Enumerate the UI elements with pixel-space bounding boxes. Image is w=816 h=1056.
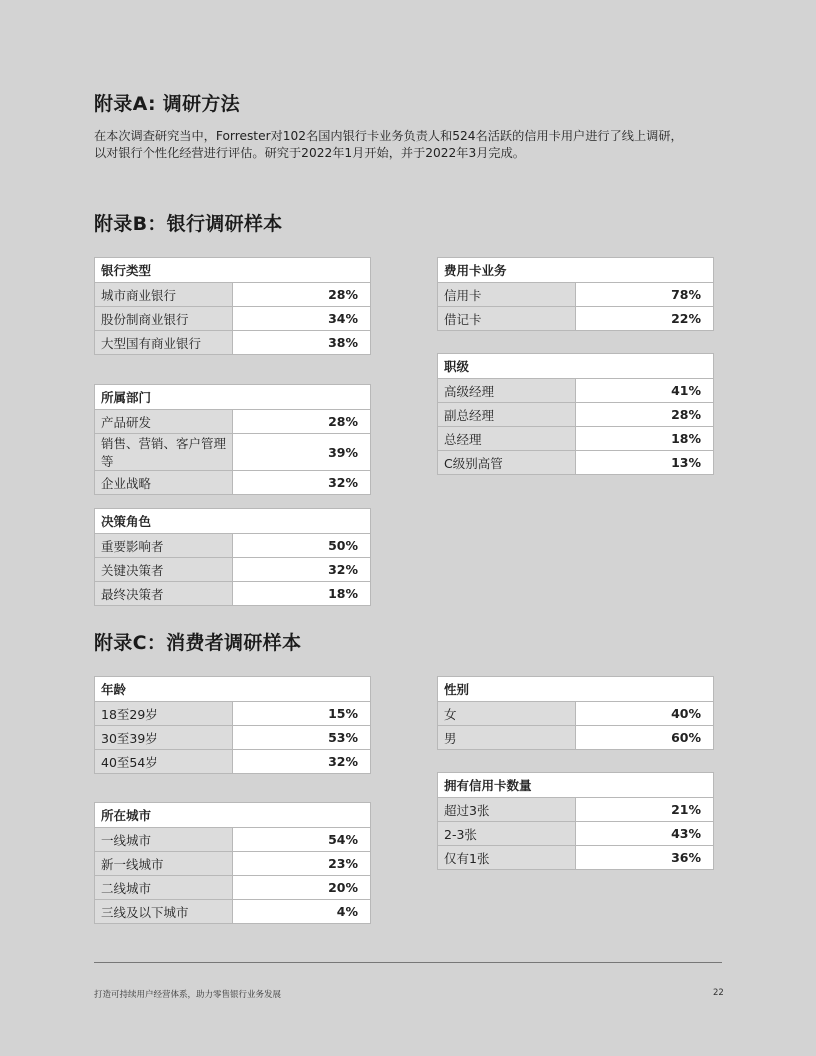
card-business-table [437, 257, 714, 331]
table-row [95, 876, 371, 900]
row-label: 信用卡 [438, 283, 576, 307]
row-value: 34% [233, 307, 371, 331]
bank-type-table [94, 257, 371, 355]
table-row [438, 822, 714, 846]
row-label: 高级经理 [438, 379, 576, 403]
table-row [438, 307, 714, 331]
row-value: 4% [233, 900, 371, 924]
row-value: 13% [576, 451, 714, 475]
row-label: 总经理 [438, 427, 576, 451]
appendix-a-title: 附录A: 调研方法 [94, 93, 240, 115]
page-number: 22 [713, 988, 724, 998]
table-row [95, 702, 371, 726]
row-label: 女 [438, 702, 576, 726]
row-value: 54% [233, 828, 371, 852]
department-table [94, 384, 371, 495]
row-label: 城市商业银行 [95, 283, 233, 307]
table-row [438, 726, 714, 750]
row-label: C级别高管 [438, 451, 576, 475]
row-value: 18% [576, 427, 714, 451]
row-label: 借记卡 [438, 307, 576, 331]
row-label: 重要影响者 [95, 534, 233, 558]
row-label: 18至29岁 [95, 702, 233, 726]
table-header: 年龄 [95, 677, 371, 702]
row-value: 32% [233, 558, 371, 582]
city-table [94, 802, 371, 924]
table-row [95, 283, 371, 307]
table-header: 拥有信用卡数量 [438, 773, 714, 798]
row-label: 二线城市 [95, 876, 233, 900]
table-row [95, 558, 371, 582]
row-value: 28% [233, 283, 371, 307]
row-value: 28% [233, 410, 371, 434]
table-row [95, 582, 371, 606]
footer-divider [94, 962, 722, 963]
table-row [95, 471, 371, 495]
age-table [94, 676, 371, 774]
row-value: 15% [233, 702, 371, 726]
row-value: 50% [233, 534, 371, 558]
row-value: 53% [233, 726, 371, 750]
row-value: 41% [576, 379, 714, 403]
table-header: 职级 [438, 354, 714, 379]
decision-role-table [94, 508, 371, 606]
table-header: 性别 [438, 677, 714, 702]
table-row [95, 852, 371, 876]
table-row [438, 702, 714, 726]
table-row [438, 451, 714, 475]
table-row [95, 331, 371, 355]
table-row [438, 379, 714, 403]
row-value: 40% [576, 702, 714, 726]
gender-table [437, 676, 714, 750]
row-label: 关键决策者 [95, 558, 233, 582]
row-label: 2-3张 [438, 822, 576, 846]
table-row [95, 828, 371, 852]
table-row [95, 534, 371, 558]
appendix-c-title: 附录C：消费者调研样本 [94, 632, 302, 654]
table-row [95, 307, 371, 331]
row-value: 43% [576, 822, 714, 846]
row-label: 超过3张 [438, 798, 576, 822]
row-label: 仅有1张 [438, 846, 576, 870]
row-label: 大型国有商业银行 [95, 331, 233, 355]
table-header: 决策角色 [95, 509, 371, 534]
row-label: 企业战略 [95, 471, 233, 495]
appendix-b-title: 附录B：银行调研样本 [94, 213, 283, 235]
row-value: 22% [576, 307, 714, 331]
row-label: 产品研发 [95, 410, 233, 434]
row-label: 股份制商业银行 [95, 307, 233, 331]
row-label: 三线及以下城市 [95, 900, 233, 924]
row-value: 18% [233, 582, 371, 606]
row-value: 38% [233, 331, 371, 355]
table-row [95, 410, 371, 434]
table-header: 银行类型 [95, 258, 371, 283]
row-label: 男 [438, 726, 576, 750]
table-row [95, 750, 371, 774]
row-label: 30至39岁 [95, 726, 233, 750]
table-row [438, 846, 714, 870]
table-header: 费用卡业务 [438, 258, 714, 283]
row-label: 销售、营销、客户管理等 [95, 434, 233, 471]
table-row [95, 726, 371, 750]
row-label: 新一线城市 [95, 852, 233, 876]
row-label: 副总经理 [438, 403, 576, 427]
table-row [438, 403, 714, 427]
row-label: 最终决策者 [95, 582, 233, 606]
table-row [438, 283, 714, 307]
table-header: 所在城市 [95, 803, 371, 828]
row-label: 一线城市 [95, 828, 233, 852]
table-row [95, 900, 371, 924]
row-value: 32% [233, 750, 371, 774]
table-row [438, 798, 714, 822]
row-value: 28% [576, 403, 714, 427]
row-label: 40至54岁 [95, 750, 233, 774]
row-value: 23% [233, 852, 371, 876]
credit-card-count-table [437, 772, 714, 870]
table-row [438, 427, 714, 451]
appendix-a-text: 在本次调查研究当中，Forrester对102名国内银行卡业务负责人和524名活跃的信用卡用户进行了线上调研，以对银行个性化经营进行评估。研究于2022年1月开始，并于2022年3月完成。 [94, 129, 683, 160]
row-value: 78% [576, 283, 714, 307]
row-value: 20% [233, 876, 371, 900]
row-value: 39% [233, 434, 371, 471]
row-value: 36% [576, 846, 714, 870]
footer-text: 打造可持续用户经营体系，助力零售银行业务发展 [94, 990, 282, 1000]
row-value: 60% [576, 726, 714, 750]
table-header: 所属部门 [95, 385, 371, 410]
row-value: 21% [576, 798, 714, 822]
job-level-table [437, 353, 714, 475]
row-value: 32% [233, 471, 371, 495]
table-row [95, 434, 371, 471]
